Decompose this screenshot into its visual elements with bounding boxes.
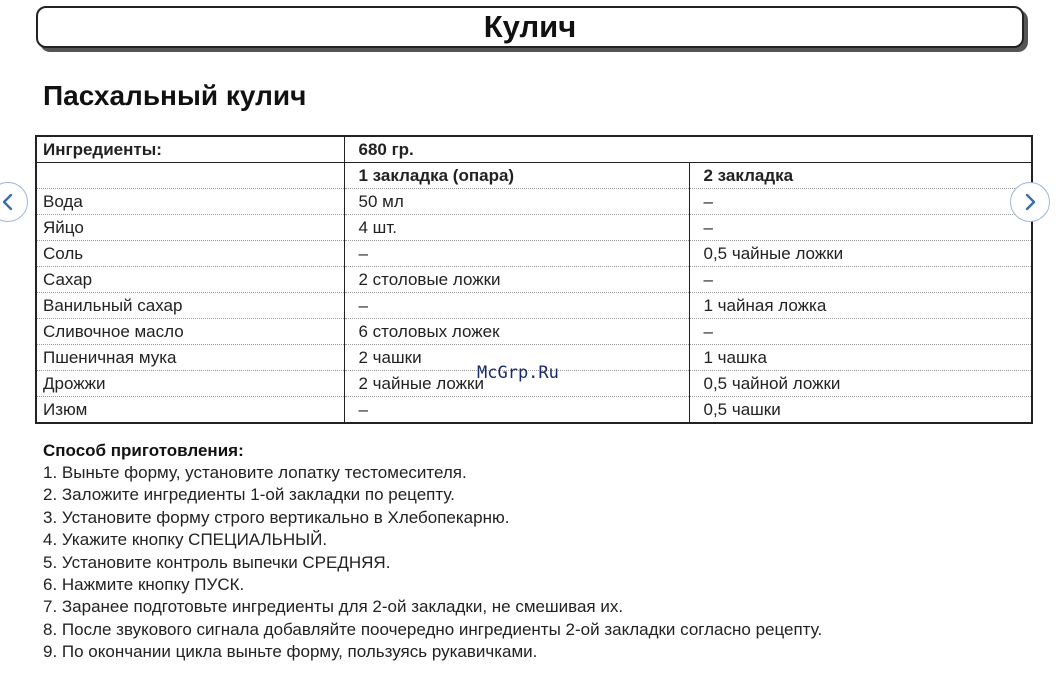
ingredient-name: Ванильный сахар	[36, 293, 344, 319]
chevron-right-icon	[1020, 192, 1040, 212]
second-load-amount: –	[689, 319, 1032, 345]
second-load-amount: 1 чашка	[689, 345, 1032, 371]
list-item: 3. Установите форму строго вертикально в Хлебопекарню.	[43, 507, 510, 527]
table-header-row	[36, 136, 1032, 163]
list-item: 8. После звукового сигнала добавляйте поочередно ингредиенты 2-ой закладки согласно рецепту.	[43, 619, 823, 639]
method-steps	[43, 462, 1003, 664]
list-item: 1. Выньте форму, установите лопатку тестомесителя.	[43, 463, 467, 482]
table-row	[36, 189, 1032, 215]
ingredient-name: Сливочное масло	[36, 319, 344, 345]
ingredient-name: Соль	[36, 241, 344, 267]
list-item: 9. По окончании цикла выньте форму, пользуясь рукавичками.	[43, 642, 538, 662]
first-load-amount: –	[344, 397, 689, 424]
first-load-amount: 2 чашки	[344, 345, 689, 371]
chevron-left-icon	[0, 192, 18, 212]
first-load-amount: 50 мл	[344, 189, 689, 215]
ingredient-name: Яйцо	[36, 215, 344, 241]
list-item: 4. Укажите кнопку СПЕЦИАЛЬНЫЙ.	[43, 530, 328, 550]
table-row	[36, 215, 1032, 241]
table-row	[36, 267, 1032, 293]
page-title: Кулич	[483, 9, 577, 44]
first-load-amount: 2 столовые ложки	[344, 267, 689, 293]
second-load-amount: 0,5 чайной ложки	[689, 371, 1032, 397]
first-load-amount: 6 столовых ложек	[344, 319, 689, 345]
watermark: McGrp.Ru	[477, 363, 559, 383]
header-label: Ингредиенты:	[36, 136, 344, 163]
subheader-empty	[36, 163, 344, 189]
ingredient-name: Вода	[36, 189, 344, 215]
first-load-amount: –	[344, 241, 689, 267]
ingredient-name: Дрожжи	[36, 371, 344, 397]
list-item: 6. Нажмите кнопку ПУСК.	[43, 575, 245, 595]
second-load-amount: 1 чайная ложка	[689, 293, 1032, 319]
table-row	[36, 241, 1032, 267]
method-title: Способ приготовления:	[43, 441, 244, 460]
prev-page-button[interactable]	[0, 182, 28, 222]
page-title-box	[36, 6, 1024, 48]
table-row	[36, 397, 1032, 424]
method-section	[43, 440, 1003, 664]
ingredient-name: Изюм	[36, 397, 344, 424]
ingredient-name: Сахар	[36, 267, 344, 293]
list-item: 2. Заложите ингредиенты 1-ой закладки по рецепту.	[43, 485, 455, 505]
table-row	[36, 293, 1032, 319]
second-load-amount: 0,5 чайные ложки	[689, 241, 1032, 267]
subheader-first-load: 1 закладка (опара)	[344, 163, 689, 189]
list-item: 5. Установите контроль выпечки СРЕДНЯЯ.	[43, 552, 391, 572]
first-load-amount: 2 чайные ложки	[344, 371, 689, 397]
second-load-amount: –	[689, 267, 1032, 293]
second-load-amount: 0,5 чашки	[689, 397, 1032, 424]
second-load-amount: –	[689, 215, 1032, 241]
table-subheader-row	[36, 163, 1032, 189]
header-size: 680 гр.	[344, 136, 1032, 163]
table-row	[36, 319, 1032, 345]
subheader-second-load: 2 закладка	[689, 163, 1032, 189]
ingredient-name: Пшеничная мука	[36, 345, 344, 371]
first-load-amount: 4 шт.	[344, 215, 689, 241]
next-page-button[interactable]	[1010, 182, 1050, 222]
first-load-amount: –	[344, 293, 689, 319]
list-item: 7. Заранее подготовьте ингредиенты для 2-ой закладки, не смешивая их.	[43, 597, 624, 617]
second-load-amount: –	[689, 189, 1032, 215]
recipe-title: Пасхальный кулич	[43, 80, 307, 111]
